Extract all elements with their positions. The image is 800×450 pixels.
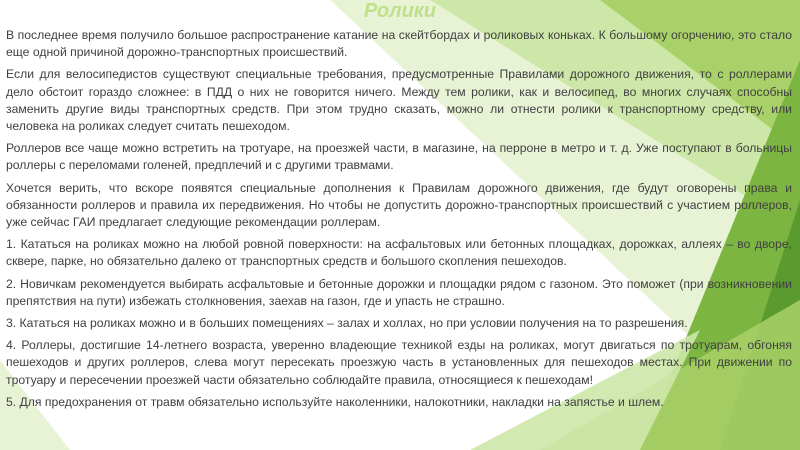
recommendation-5: 5. Для предохранения от травм обязательно используйте наколенники, налокотники, накладки на запястье и шлем. [6, 394, 664, 409]
slide-title: Ролики [363, 0, 437, 22]
slide-content [6, 27, 792, 416]
paragraph-intro: В последнее время получило большое распространение катание на скейтбордах и роликовых коньках. К большому огорчению, это стало еще одной причиной дорожно-транспортных происшествий. [6, 28, 792, 60]
recommendation-3: 3. Кататься на роликах можно и в больших помещениях – залах и холлах, но при условии получения на то разрешения. [6, 316, 688, 331]
paragraph-rules-context: Если для велосипедистов существуют специальные требования, предусмотренные Правилами дорожного движения, то с роллерами дело обстоит гораздо сложнее: в ПДД о них не говорится ничего. Между тем ролики, как и велосипед, во многих случаях способны заменить другие виды транспортных средств. При этом трудно сказать, можно ли отнести ролики к транспортному средству, или человека на роликах следует считать пешеходом. [6, 67, 792, 134]
paragraph-injuries: Роллеров все чаще можно встретить на тротуаре, на проезжей части, в магазине, на перроне в метро и т. д. Уже поступают в больницы роллеры с переломами голеней, предплечий и с другими травмами. [6, 141, 792, 173]
paragraph-recommendations-intro: Хочется верить, что вскоре появятся специальные дополнения к Правилам дорожного движения, где будут оговорены права и обязанности роллеров и правила их передвижения. Но чтобы не допустить дорожно-транспортных происшествий с участием роллеров, уже сейчас ГАИ предлагает следующие рекомендации роллерам. [6, 180, 792, 230]
recommendation-1: 1. Кататься на роликах можно на любой ровной поверхности: на асфальтовых или бетонных площадках, дорожках, аллеях – во дворе, сквере, парке, но обязательно далеко от транспортных средств и большого скопления пешеходов. [6, 237, 792, 269]
recommendation-4: 4. Роллеры, достигшие 14-летнего возраста, уверенно владеющие техникой езды на роликах, могут двигаться по тротуарам, обгоняя пешеходов и других роллеров, слева могут пересекать проезжую часть в установленных для пешеходов местах. При движении по тротуару и пересечении проезжей части обязательно соблюдайте правила, относящиеся к пешеходам! [6, 338, 792, 387]
recommendation-2: 2. Новичкам рекомендуется выбирать асфальтовые и бетонные дорожки и площадки рядом с газоном. Это поможет (при возникновении препятствия на пути) избежать столкновения, заехав на газон, где и упасть не страшно. [6, 276, 792, 308]
